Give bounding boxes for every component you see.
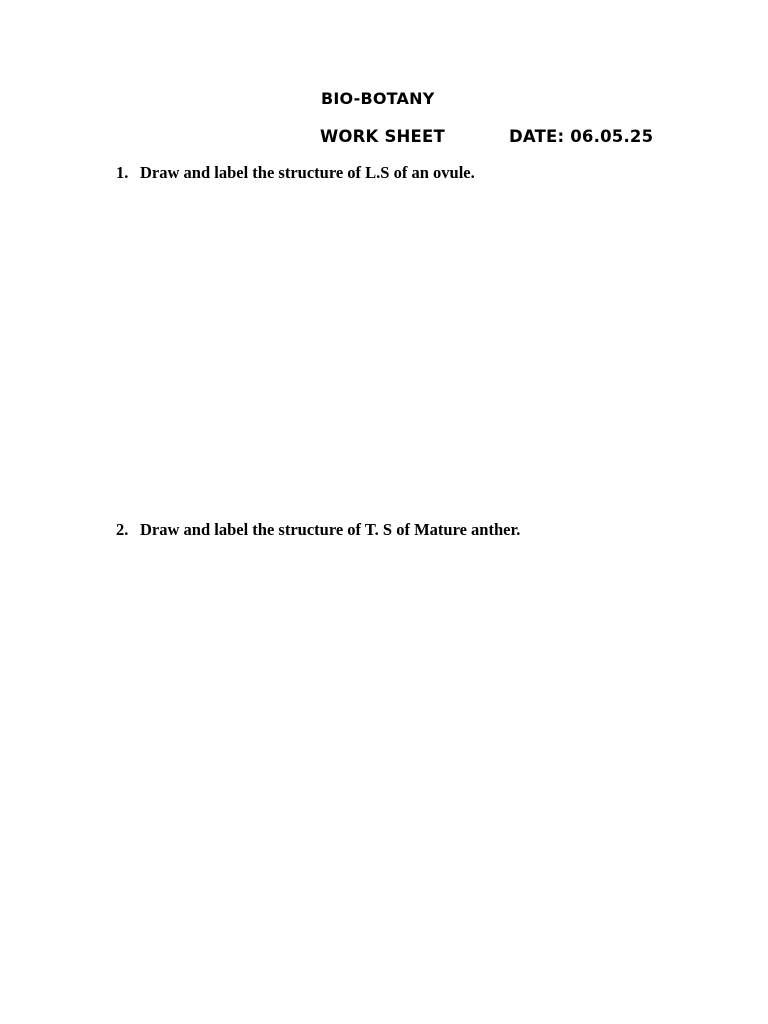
question-1: [116, 163, 475, 183]
worksheet-subtitle: WORK SHEET: [320, 127, 445, 146]
worksheet-date: DATE: 06.05.25: [509, 127, 654, 146]
worksheet-title: BIO-BOTANY: [321, 89, 435, 108]
question-number: 1.: [116, 163, 129, 182]
question-text: Draw and label the structure of T. S of Mature anther.: [140, 520, 521, 539]
question-2: [116, 520, 520, 540]
question-number: 2.: [116, 520, 129, 539]
question-text: Draw and label the structure of L.S of an ovule.: [140, 163, 475, 182]
